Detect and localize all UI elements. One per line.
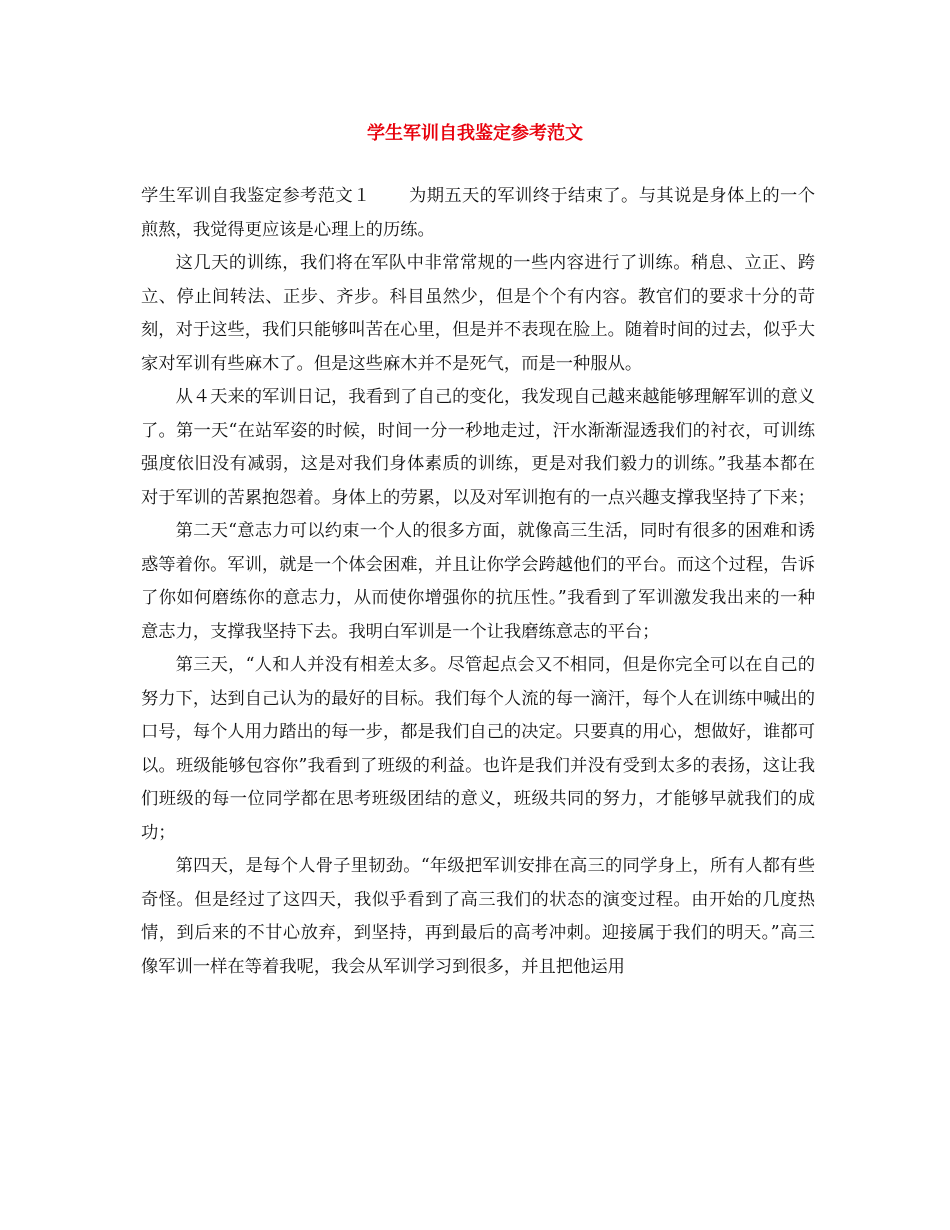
paragraph-1 — [141, 180, 815, 247]
paragraph-3: 从４天来的军训日记，我看到了自己的变化，我发现自己越来越能够理解军训的意义了。第一天“在站军姿的时候，时间一分一秒地走过，汗水渐渐湿透我们的衬衣，可训练强度依旧没有减弱，这是对我们身体素质的训练，更是对我们毅力的训练。”我基本都在对于军训的苦累抱怨着。身体上的劳累，以及对军训抱有的一点兴趣支撑我坚持了下来； — [141, 387, 816, 508]
document-body — [141, 180, 815, 984]
paragraph-6: 第四天，是每个人骨子里韧劲。“年级把军训安排在高三的同学身上，所有人都有些奇怪。但是经过了这四天，我似乎看到了高三我们的状态的演变过程。由开始的几度热情，到后来的不甘心放弃，到坚持，再到最后的高考冲刺。迎接属于我们的明天。”高三像军训一样在等着我呢，我会从军训学习到很多，并且把他运用 — [141, 856, 815, 977]
paragraph-4: 第二天“意志力可以约束一个人的很多方面，就像高三生活，同时有很多的困难和诱惑等着你。军训，就是一个体会困难，并且让你学会跨越他们的平台。而这个过程，告诉了你如何磨练你的意志力，从而使你增强你的抗压性。”我看到了军训激发我出来的一种意志力，支撑我坚持下去。我明白军训是一个让我磨练意志的平台； — [141, 521, 815, 642]
paragraph-1-text: 为期五天的军训终于结束了。与其说是身体上的一个煎熬，我觉得更应该是心理上的历练。 — [141, 186, 815, 240]
paragraph-5: 第三天，“人和人并没有相差太多。尽管起点会又不相同，但是你完全可以在自己的努力下，达到自己认为的最好的目标。我们每个人流的每一滴汗，每个人在训练中喊出的口号，每个人用力踏出的每一步，都是我们自己的决定。只要真的用心，想做好，谁都可以。班级能够包容你”我看到了班级的利益。也许是我们并没有受到太多的表扬，这让我们班级的每一位同学都在思考班级团结的意义，班级共同的努力，才能够早就我们的成功； — [141, 655, 815, 843]
intro-label: 学生军训自我鉴定参考范文１ — [141, 186, 371, 206]
document-title: 学生军训自我鉴定参考范文 — [367, 123, 583, 144]
paragraph-2: 这几天的训练，我们将在军队中非常常规的一些内容进行了训练。稍息、立正、跨立、停止间转法、正步、齐步。科目虽然少，但是个个有内容。教官们的要求十分的苛刻，对于这些，我们只能够叫苦在心里，但是并不表现在脸上。随着时间的过去，似乎大家对军训有些麻木了。但是这些麻木并不是死气，而是一种服从。 — [141, 253, 815, 374]
